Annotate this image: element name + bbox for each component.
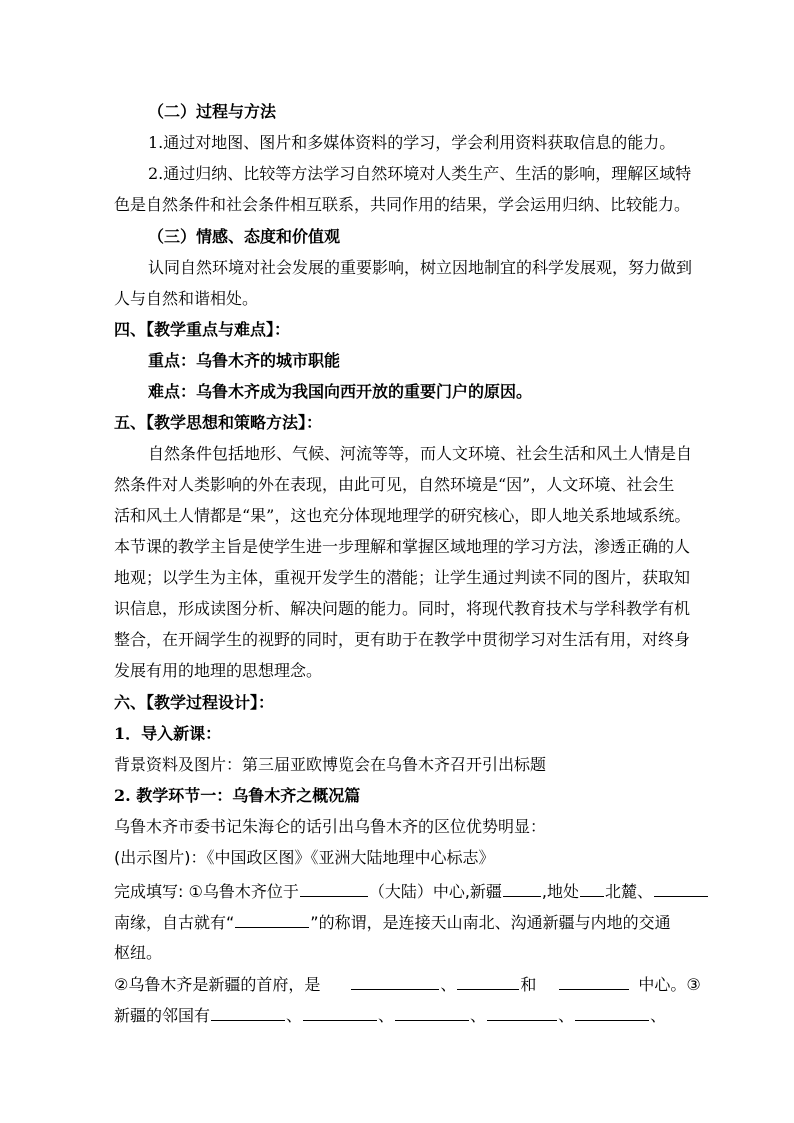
answer-blank[interactable] [211,1004,285,1021]
paragraph: 乌鲁木齐市委书记朱海仑的话引出乌鲁木齐的区位优势明显： [114,817,547,836]
paragraph-line: 然条件对人类影响的外在表现，由此可见，自然环境是“因”，人文环境、社会生 [114,475,675,494]
answer-blank[interactable] [300,880,368,897]
paragraph-line: 地观；以学生为主体，重视开发学生的潜能；让学生通过判读不同的图片，获取知 [114,568,691,587]
fill-text: 、 [650,1006,667,1025]
section-heading-emotion: （三）情感、态度和价值观 [148,227,341,246]
fill-text: （大陆）中心,新疆 [368,882,502,901]
fill-text: 、 [558,1006,575,1025]
section-heading-process-method: （二）过程与方法 [148,102,277,121]
paragraph: 色是自然条件和社会条件相互联系，共同作用的结果，学会运用归纳、比较能力。 [114,195,691,214]
fill-text: 南缘，自古就有“ [114,913,235,932]
answer-blank[interactable] [575,1004,649,1021]
paragraph-line: 自然条件包括地形、气候、河流等等，而人文环境、社会生活和风土人情是自 [148,444,693,463]
fill-in-line [114,973,701,996]
paragraph-line: 活和风土人情都是“果”，这也充分体现地理学的研究核心，即人地关系地域系统。 [114,506,691,525]
answer-blank[interactable] [303,1004,377,1021]
answer-blank[interactable] [654,880,708,897]
answer-blank[interactable] [580,880,604,897]
fill-text: 、 [378,1006,395,1025]
fill-text: 北麓、 [605,882,654,901]
fill-text: ,地处 [541,882,580,901]
section-heading-strategy: 五、【教学思想和策略方法】： [114,413,323,432]
fill-text: 和 [520,975,537,994]
paragraph-line: 本节课的教学主旨是使学生进一步理解和掌握区域地理的学习方法，渗透正确的人 [114,537,691,556]
answer-blank[interactable] [351,973,439,990]
paragraph-line: 识信息，形成读图分析、解决问题的能力。同时，将现代教育技术与学科教学有机 [114,599,691,618]
paragraph: 背景资料及图片：第三届亚欧博览会在乌鲁木齐召开引出标题 [114,755,547,774]
step-heading: 1．导入新课： [114,724,222,743]
answer-blank[interactable] [487,1004,557,1021]
fill-text: ”的称谓，是连接天山南北、沟通新疆与内地的交通 [310,913,671,932]
difficult-point: 难点：乌鲁木齐成为我国向西开放的重要门户的原因。 [148,382,533,401]
step-heading: 2. 教学环节一：乌鲁木齐之概况篇 [114,786,361,805]
answer-blank[interactable] [235,911,309,928]
paragraph: 1.通过对地图、图片和多媒体资料的学习，学会利用资料获取信息的能力。 [148,133,676,152]
fill-text: 、 [286,1006,303,1025]
paragraph: (出示图片)：《中国政区图》《亚洲大陆地理中心标志》 [114,848,495,867]
fill-in-line: 枢纽。 [114,943,163,962]
paragraph-line: 发展有用的地理的思想理念。 [114,661,323,680]
answer-blank[interactable] [395,1004,469,1021]
answer-blank[interactable] [559,973,629,990]
key-point: 重点：乌鲁木齐的城市职能 [148,351,341,370]
section-heading-key-points: 四、【教学重点与难点】： [114,320,291,339]
paragraph-line: 整合，在开阔学生的视野的同时，更有助于在教学中贯彻学习对生活有用，对终身 [114,630,691,649]
section-heading-process-design: 六、【教学过程设计】： [114,693,275,712]
fill-text: 完成填写: ①乌鲁木齐位于 [114,882,299,901]
answer-blank[interactable] [457,973,519,990]
fill-in-line [114,880,709,903]
answer-blank[interactable] [503,880,541,897]
paragraph: 人与自然和谐相处。 [114,289,259,308]
fill-text: 中心。③ [638,975,701,994]
fill-in-line [114,911,671,934]
fill-text: 、 [470,1006,487,1025]
fill-text: ②乌鲁木齐是新疆的首府，是 [114,975,321,994]
fill-text: 新疆的邻国有 [114,1006,211,1025]
paragraph: 2.通过归纳、比较等方法学习自然环境对人类生产、生活的影响，理解区域特 [148,164,692,183]
fill-in-line [114,1004,666,1027]
paragraph: 认同自然环境对社会发展的重要影响，树立因地制宜的科学发展观，努力做到 [148,258,693,277]
fill-text: 、 [440,975,457,994]
